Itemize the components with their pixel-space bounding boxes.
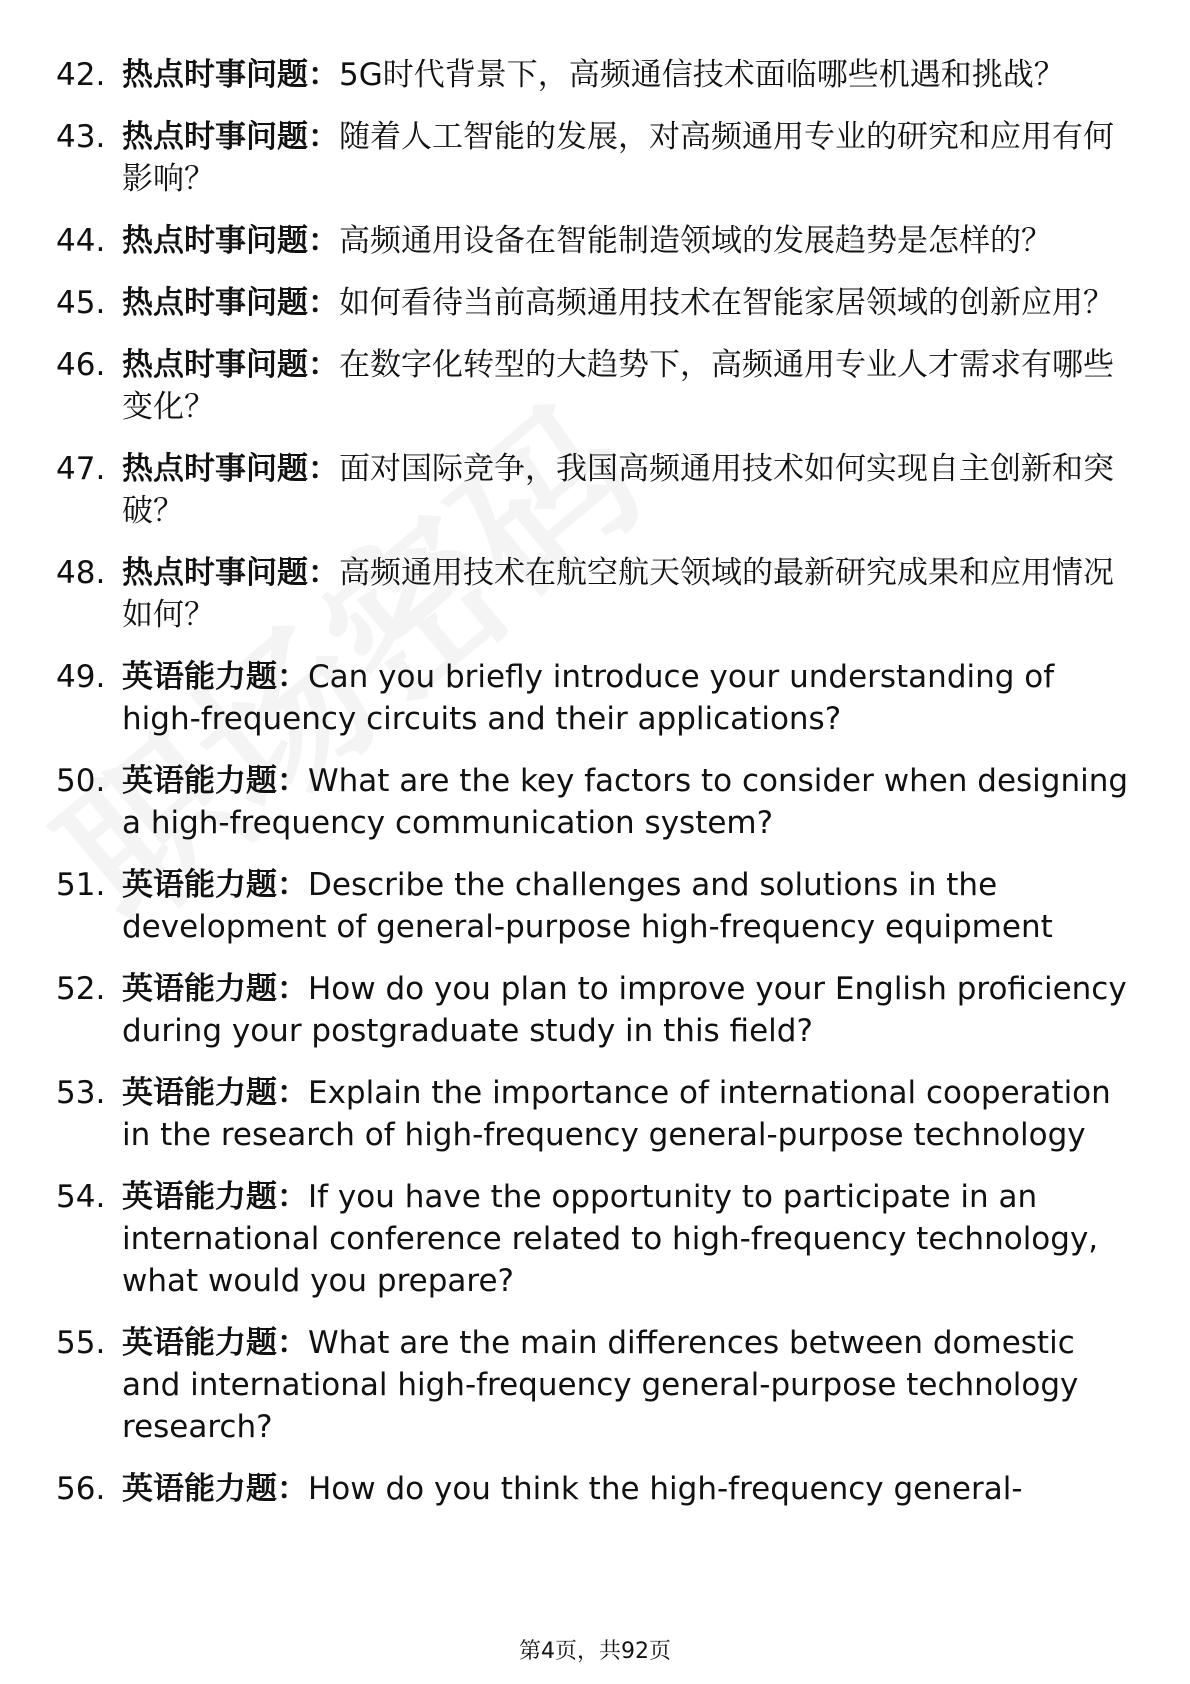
item-category: 热点时事问题：: [122, 451, 339, 487]
item-category: 英语能力题：: [122, 1325, 308, 1361]
list-item: [56, 1176, 1136, 1302]
question-list: [56, 54, 1136, 1530]
item-text: 如何看待当前高频通用技术在智能家居领域的创新应用？: [339, 285, 1114, 321]
item-number: 47.: [56, 451, 106, 487]
item-number: 42.: [56, 57, 106, 93]
item-number: 43.: [56, 119, 106, 155]
item-number: 48.: [56, 555, 106, 591]
item-text: 高频通用技术在航空航天领域的最新研究成果和应用情况如何？: [122, 555, 1114, 633]
list-item: [56, 760, 1136, 844]
item-text: Describe the challenges and solutions in the development of general-purpose high-frequency equipment: [122, 867, 1053, 945]
list-item: [56, 864, 1136, 948]
item-category: 英语能力题：: [122, 1179, 308, 1215]
item-number: 52.: [56, 971, 106, 1007]
item-number: 53.: [56, 1075, 106, 1111]
list-item: [56, 1072, 1136, 1156]
item-number: 44.: [56, 223, 106, 259]
page-footer: 第4页，共92页: [519, 1639, 671, 1664]
item-category: 热点时事问题：: [122, 119, 339, 155]
item-text: Can you briefly introduce your understanding of high-frequency circuits and their applications?: [122, 659, 1055, 737]
item-number: 45.: [56, 285, 106, 321]
list-item: [56, 448, 1136, 532]
item-text: Explain the importance of international cooperation in the research of high-frequency general-purpose technology: [122, 1075, 1111, 1153]
item-text: What are the main differences between domestic and international high-frequency general-purpose technology research?: [122, 1325, 1079, 1445]
item-category: 英语能力题：: [122, 763, 308, 799]
item-number: 46.: [56, 347, 106, 383]
list-item: [56, 656, 1136, 740]
item-category: 热点时事问题：: [122, 555, 339, 591]
list-item: [56, 968, 1136, 1052]
item-text: 高频通用设备在智能制造领域的发展趋势是怎样的？: [339, 223, 1052, 259]
list-item: [56, 220, 1136, 262]
item-text: 在数字化转型的大趋势下，高频通用专业人才需求有哪些变化？: [122, 347, 1114, 425]
list-item: [56, 116, 1136, 200]
item-category: 英语能力题：: [122, 1075, 308, 1111]
item-category: 热点时事问题：: [122, 223, 339, 259]
list-item: [56, 344, 1136, 428]
list-item: [56, 282, 1136, 324]
list-item: [56, 552, 1136, 636]
item-category: 英语能力题：: [122, 659, 308, 695]
item-number: 50.: [56, 763, 106, 799]
item-text: How do you plan to improve your English proficiency during your postgraduate study in this field?: [122, 971, 1127, 1049]
item-number: 49.: [56, 659, 106, 695]
item-category: 英语能力题：: [122, 971, 308, 1007]
item-number: 56.: [56, 1471, 106, 1507]
item-text: 5G时代背景下，高频通信技术面临哪些机遇和挑战？: [339, 57, 1065, 93]
item-category: 热点时事问题：: [122, 57, 339, 93]
item-number: 55.: [56, 1325, 106, 1361]
list-item: [56, 54, 1136, 96]
item-text: What are the key factors to consider when designing a high-frequency communication system?: [122, 763, 1129, 841]
item-number: 51.: [56, 867, 106, 903]
item-text: 随着人工智能的发展，对高频通用专业的研究和应用有何影响？: [122, 119, 1114, 197]
item-number: 54.: [56, 1179, 106, 1215]
item-category: 英语能力题：: [122, 1471, 308, 1507]
item-text: If you have the opportunity to participate in an international conference related to high-frequency technology, what would you prepare?: [122, 1179, 1099, 1299]
list-item: [56, 1468, 1136, 1510]
item-category: 热点时事问题：: [122, 347, 339, 383]
item-category: 热点时事问题：: [122, 285, 339, 321]
item-category: 英语能力题：: [122, 867, 308, 903]
item-text: 面对国际竞争，我国高频通用技术如何实现自主创新和突破？: [122, 451, 1114, 529]
list-item: [56, 1322, 1136, 1448]
item-text: How do you think the high-frequency general-: [308, 1471, 1023, 1507]
